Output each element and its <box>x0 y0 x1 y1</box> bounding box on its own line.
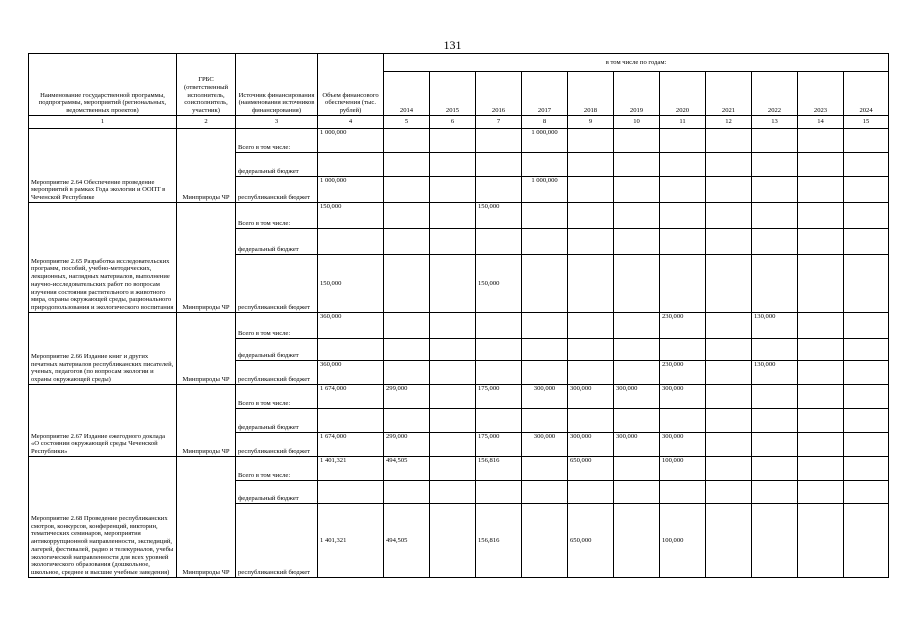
measure-row-total <box>29 313 889 339</box>
measure-name: Мероприятие 2.68 Проведение республиканских смотров, конкурсов, конференций, викторин, тематических семинаров, мероприятия антикоррупционной направленности, экспедиций, лагерей, фестивалей, радио и телекурналов, учебы экологической направленности для всех уровней экологического образования (дошкольное, школьное, среднее и высшие учебные заведения) <box>29 457 177 578</box>
header-name: Наименование государственной программы, подпрограммы, мероприятий (региональных, ведомственных проектов) <box>29 54 177 116</box>
year-value-cell <box>706 153 752 177</box>
year-value-cell <box>614 361 660 385</box>
year-value-cell: 150,000 <box>476 255 522 313</box>
year-value-cell <box>798 339 844 361</box>
volume-cell <box>318 153 384 177</box>
year-value-cell <box>706 129 752 153</box>
volume-cell: 1 674,000 <box>318 385 384 409</box>
year-value-cell <box>798 203 844 229</box>
year-value-cell <box>430 203 476 229</box>
column-number: 14 <box>798 116 844 129</box>
year-value-cell <box>384 129 430 153</box>
header-year: 2015 <box>430 72 476 116</box>
column-number-row <box>29 116 889 129</box>
year-value-cell <box>752 229 798 255</box>
measure-grbs: Минприроды ЧР <box>177 129 236 203</box>
year-value-cell <box>706 177 752 203</box>
year-value-cell <box>706 385 752 409</box>
header-year: 2023 <box>798 72 844 116</box>
year-value-cell <box>568 177 614 203</box>
year-value-cell <box>430 409 476 433</box>
year-value-cell: 130,000 <box>752 361 798 385</box>
year-value-cell <box>798 481 844 504</box>
header-row-top <box>29 54 889 72</box>
year-value-cell <box>522 229 568 255</box>
header-year: 2021 <box>706 72 752 116</box>
year-value-cell <box>844 481 889 504</box>
year-value-cell <box>384 203 430 229</box>
year-value-cell <box>752 481 798 504</box>
year-value-cell <box>706 504 752 578</box>
year-value-cell <box>614 481 660 504</box>
year-value-cell <box>844 255 889 313</box>
header-year: 2024 <box>844 72 889 116</box>
year-value-cell <box>844 129 889 153</box>
page-number: 131 <box>443 38 462 52</box>
year-value-cell <box>384 481 430 504</box>
header-years-caption: в том числе по годам: <box>384 54 889 72</box>
funding-source-total: Всего в том числе: <box>236 385 318 409</box>
year-value-cell <box>430 457 476 481</box>
year-value-cell <box>752 457 798 481</box>
volume-cell: 360,000 <box>318 361 384 385</box>
year-value-cell <box>522 153 568 177</box>
year-value-cell: 175,000 <box>476 385 522 409</box>
header-year: 2017 <box>522 72 568 116</box>
year-value-cell <box>752 177 798 203</box>
funding-source-federal: федеральный бюджет <box>236 229 318 255</box>
column-number: 11 <box>660 116 706 129</box>
year-value-cell <box>844 409 889 433</box>
measure-name: Мероприятие 2.65 Разработка исследовательских программ, пособий, учебно-методических, лекционных, наглядных материалов, выполнение научно-исследовательских работ по вопросам изучения состояния растительного и животного мира, охраны окружающей среды, рационального природопользования и экологического воспитания <box>29 203 177 313</box>
year-value-cell: 300,000 <box>568 385 614 409</box>
year-value-cell <box>476 361 522 385</box>
year-value-cell <box>568 313 614 339</box>
column-number: 12 <box>706 116 752 129</box>
year-value-cell <box>522 457 568 481</box>
year-value-cell <box>706 409 752 433</box>
year-value-cell <box>706 229 752 255</box>
year-value-cell <box>568 409 614 433</box>
year-value-cell: 300,000 <box>660 433 706 457</box>
year-value-cell <box>798 153 844 177</box>
header-volume: Объем финансового обеспечения (тыс. рублей) <box>318 54 384 116</box>
year-value-cell <box>706 433 752 457</box>
year-value-cell <box>660 129 706 153</box>
funding-source-federal: федеральный бюджет <box>236 153 318 177</box>
year-value-cell <box>476 177 522 203</box>
year-value-cell <box>752 504 798 578</box>
year-value-cell: 230,000 <box>660 361 706 385</box>
year-value-cell <box>844 433 889 457</box>
year-value-cell <box>706 255 752 313</box>
year-value-cell: 130,000 <box>752 313 798 339</box>
year-value-cell: 300,000 <box>660 385 706 409</box>
measure-grbs: Минприроды ЧР <box>177 313 236 385</box>
column-number: 1 <box>29 116 177 129</box>
year-value-cell <box>522 339 568 361</box>
year-value-cell <box>798 129 844 153</box>
year-value-cell <box>614 457 660 481</box>
budget-table <box>28 53 889 578</box>
year-value-cell <box>752 385 798 409</box>
year-value-cell <box>752 409 798 433</box>
measure-row-total <box>29 203 889 229</box>
year-value-cell <box>476 229 522 255</box>
year-value-cell <box>430 433 476 457</box>
header-source: Источник финансирования (наименования источников финансирования) <box>236 54 318 116</box>
funding-source-total: Всего в том числе: <box>236 313 318 339</box>
volume-cell <box>318 229 384 255</box>
year-value-cell <box>844 385 889 409</box>
year-value-cell <box>568 361 614 385</box>
year-value-cell <box>844 361 889 385</box>
year-value-cell: 1 000,000 <box>522 177 568 203</box>
year-value-cell <box>568 129 614 153</box>
header-year: 2016 <box>476 72 522 116</box>
volume-cell <box>318 409 384 433</box>
header-year: 2022 <box>752 72 798 116</box>
year-value-cell <box>614 409 660 433</box>
column-number: 13 <box>752 116 798 129</box>
year-value-cell <box>798 313 844 339</box>
column-number: 4 <box>318 116 384 129</box>
measure-grbs: Минприроды ЧР <box>177 385 236 457</box>
year-value-cell <box>430 229 476 255</box>
volume-cell: 150,000 <box>318 255 384 313</box>
funding-source-republic: республиканский бюджет <box>236 504 318 578</box>
year-value-cell <box>660 339 706 361</box>
year-value-cell <box>752 433 798 457</box>
year-value-cell: 156,816 <box>476 457 522 481</box>
funding-source-total: Всего в том числе: <box>236 129 318 153</box>
funding-source-republic: республиканский бюджет <box>236 361 318 385</box>
year-value-cell <box>614 203 660 229</box>
year-value-cell <box>844 313 889 339</box>
volume-cell: 1 674,000 <box>318 433 384 457</box>
funding-source-total: Всего в том числе: <box>236 457 318 481</box>
year-value-cell <box>522 313 568 339</box>
year-value-cell <box>752 153 798 177</box>
funding-source-republic: республиканский бюджет <box>236 255 318 313</box>
year-value-cell: 300,000 <box>522 385 568 409</box>
year-value-cell <box>844 177 889 203</box>
year-value-cell <box>660 153 706 177</box>
year-value-cell <box>798 177 844 203</box>
year-value-cell <box>476 129 522 153</box>
year-value-cell <box>752 203 798 229</box>
year-value-cell <box>660 255 706 313</box>
funding-source-republic: республиканский бюджет <box>236 433 318 457</box>
year-value-cell <box>660 409 706 433</box>
year-value-cell <box>430 339 476 361</box>
year-value-cell <box>568 481 614 504</box>
funding-source-federal: федеральный бюджет <box>236 409 318 433</box>
year-value-cell <box>476 481 522 504</box>
year-value-cell: 650,000 <box>568 504 614 578</box>
volume-cell: 1 000,000 <box>318 177 384 203</box>
year-value-cell <box>568 255 614 313</box>
year-value-cell <box>706 339 752 361</box>
year-value-cell <box>752 255 798 313</box>
year-value-cell <box>430 129 476 153</box>
year-value-cell <box>430 153 476 177</box>
year-value-cell <box>844 504 889 578</box>
year-value-cell: 494,505 <box>384 504 430 578</box>
measure-name: Мероприятие 2.64 Обеспечение проведение мероприятий в рамках Года экологии и ООПТ в Чеченской Республике <box>29 129 177 203</box>
funding-source-republic: республиканский бюджет <box>236 177 318 203</box>
funding-source-federal: федеральный бюджет <box>236 481 318 504</box>
year-value-cell <box>798 255 844 313</box>
column-number: 9 <box>568 116 614 129</box>
year-value-cell <box>522 409 568 433</box>
year-value-cell <box>476 339 522 361</box>
year-value-cell <box>614 229 660 255</box>
year-value-cell <box>476 153 522 177</box>
year-value-cell <box>384 313 430 339</box>
year-value-cell <box>430 361 476 385</box>
year-value-cell <box>614 129 660 153</box>
year-value-cell <box>614 504 660 578</box>
year-value-cell <box>430 255 476 313</box>
year-value-cell: 300,000 <box>614 433 660 457</box>
volume-cell: 150,000 <box>318 203 384 229</box>
year-value-cell <box>798 361 844 385</box>
year-value-cell <box>384 339 430 361</box>
year-value-cell: 175,000 <box>476 433 522 457</box>
column-number: 7 <box>476 116 522 129</box>
volume-cell: 1 000,000 <box>318 129 384 153</box>
year-value-cell <box>430 177 476 203</box>
measure-row-total <box>29 129 889 153</box>
column-number: 10 <box>614 116 660 129</box>
year-value-cell <box>660 481 706 504</box>
year-value-cell <box>614 177 660 203</box>
year-value-cell <box>384 177 430 203</box>
year-value-cell <box>614 313 660 339</box>
header-year: 2014 <box>384 72 430 116</box>
year-value-cell <box>522 481 568 504</box>
year-value-cell <box>430 481 476 504</box>
column-number: 5 <box>384 116 430 129</box>
year-value-cell: 494,505 <box>384 457 430 481</box>
year-value-cell <box>430 313 476 339</box>
measure-grbs: Минприроды ЧР <box>177 203 236 313</box>
year-value-cell <box>844 153 889 177</box>
measure-name: Мероприятие 2.67 Издание ежегодного доклада «О состоянии окружающей среды Чеченской Республики» <box>29 385 177 457</box>
year-value-cell: 300,000 <box>568 433 614 457</box>
year-value-cell <box>430 385 476 409</box>
year-value-cell <box>798 385 844 409</box>
column-number: 15 <box>844 116 889 129</box>
volume-cell <box>318 481 384 504</box>
year-value-cell <box>660 229 706 255</box>
year-value-cell: 300,000 <box>614 385 660 409</box>
header-grbs: ГРБС (ответственный исполнитель, соисполнитель, участник) <box>177 54 236 116</box>
year-value-cell: 150,000 <box>476 203 522 229</box>
year-value-cell <box>384 255 430 313</box>
year-value-cell <box>752 129 798 153</box>
year-value-cell <box>476 409 522 433</box>
header-year: 2019 <box>614 72 660 116</box>
year-value-cell <box>844 457 889 481</box>
year-value-cell <box>706 313 752 339</box>
column-number: 3 <box>236 116 318 129</box>
volume-cell: 360,000 <box>318 313 384 339</box>
year-value-cell <box>384 361 430 385</box>
year-value-cell: 230,000 <box>660 313 706 339</box>
column-number: 8 <box>522 116 568 129</box>
measure-grbs: Минприроды ЧР <box>177 457 236 578</box>
year-value-cell: 300,000 <box>522 433 568 457</box>
year-value-cell <box>614 339 660 361</box>
year-value-cell <box>384 153 430 177</box>
year-value-cell <box>798 504 844 578</box>
year-value-cell <box>522 361 568 385</box>
year-value-cell: 156,816 <box>476 504 522 578</box>
measure-name: Мероприятие 2.66 Издание книг и других печатных материалов республиканских писателей, ученых, педагогов (по вопросам экологии и охраны окружающей среды) <box>29 313 177 385</box>
header-year: 2018 <box>568 72 614 116</box>
year-value-cell <box>706 457 752 481</box>
year-value-cell <box>614 153 660 177</box>
year-value-cell <box>522 203 568 229</box>
year-value-cell <box>476 313 522 339</box>
year-value-cell <box>430 504 476 578</box>
year-value-cell <box>798 229 844 255</box>
year-value-cell <box>706 481 752 504</box>
volume-cell <box>318 339 384 361</box>
volume-cell: 1 401,321 <box>318 457 384 481</box>
year-value-cell: 100,000 <box>660 457 706 481</box>
year-value-cell <box>522 504 568 578</box>
column-number: 2 <box>177 116 236 129</box>
year-value-cell <box>568 203 614 229</box>
year-value-cell <box>614 255 660 313</box>
year-value-cell <box>844 203 889 229</box>
year-value-cell <box>706 203 752 229</box>
year-value-cell: 650,000 <box>568 457 614 481</box>
year-value-cell <box>798 433 844 457</box>
year-value-cell <box>844 229 889 255</box>
year-value-cell <box>568 153 614 177</box>
year-value-cell: 1 000,000 <box>522 129 568 153</box>
year-value-cell <box>660 203 706 229</box>
measure-row-total <box>29 457 889 481</box>
year-value-cell <box>660 177 706 203</box>
year-value-cell <box>522 255 568 313</box>
year-value-cell <box>706 361 752 385</box>
year-value-cell <box>568 339 614 361</box>
volume-cell: 1 401,321 <box>318 504 384 578</box>
year-value-cell: 299,000 <box>384 385 430 409</box>
year-value-cell <box>384 409 430 433</box>
year-value-cell <box>752 339 798 361</box>
measure-row-total <box>29 385 889 409</box>
column-number: 6 <box>430 116 476 129</box>
funding-source-total: Всего в том числе: <box>236 203 318 229</box>
year-value-cell <box>798 409 844 433</box>
year-value-cell <box>798 457 844 481</box>
year-value-cell <box>568 229 614 255</box>
year-value-cell: 299,000 <box>384 433 430 457</box>
year-value-cell <box>844 339 889 361</box>
funding-source-federal: федеральный бюджет <box>236 339 318 361</box>
year-value-cell <box>384 229 430 255</box>
header-year: 2020 <box>660 72 706 116</box>
year-value-cell: 100,000 <box>660 504 706 578</box>
